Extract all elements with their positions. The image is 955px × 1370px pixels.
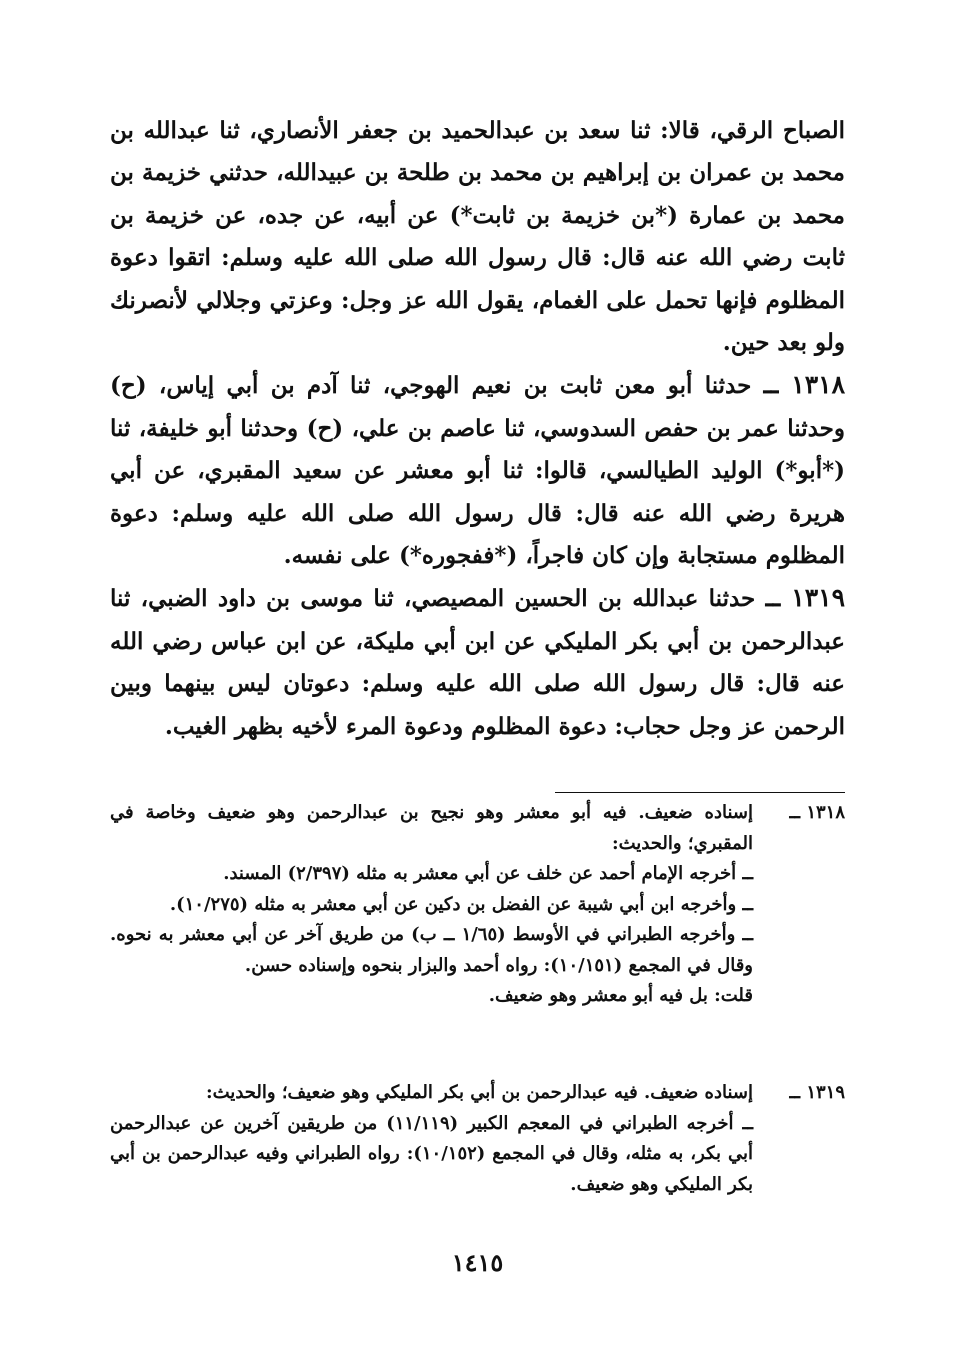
footnote-line: إسناده ضعيف. فيه أبو معشر وهو نجيح بن عبدالرحمن وهو ضعيف وخاصة في المقبري؛ والحديث: — [110, 802, 753, 854]
hadith-1318 — [110, 364, 845, 577]
footnote-1318 — [110, 798, 845, 1012]
page-number: ١٤١٥ — [451, 1248, 504, 1277]
footnote-1319 — [110, 1078, 845, 1200]
footnote-number-1319: ١٣١٩ ــ — [789, 1082, 845, 1103]
hadith-1318-text: حدثنا أبو معن ثابت بن نعيم الهوجي، ثنا آدم بن أبي إياس، (ح) وحدثنا عمر بن حفص السدوسي، ثنا عاصم بن علي، (ح) وحدثنا أبو خليفة، ثنا (*أبو*) الوليد الطيالسي، قالوا: ثنا أبو معشر عن سعيد المقبري، عن أبي هريرة رضي الله عنه قال: قال رسول الله صلى الله عليه وسلم: دعوة المظلوم مستجابة وإن كان فاجراً، (*ففجوره*) على نفسه. — [110, 372, 845, 570]
footnote-1319-body — [110, 1078, 753, 1200]
footnote-separator — [555, 792, 845, 793]
footnote-1318-body — [110, 798, 753, 1012]
hadith-number-1318: ١٣١٨ ــ — [763, 370, 845, 400]
hadith-number-1319: ١٣١٩ ــ — [765, 583, 845, 613]
main-text-block — [110, 110, 845, 748]
hadith-1319 — [110, 577, 845, 748]
hadith-1319-text: حدثنا عبدالله بن الحسين المصيصي، ثنا موسى بن داود الضبي، ثنا عبدالرحمن بن أبي بكر المليكي عن ابن أبي مليكة، عن ابن عباس رضي الله عنه قال: قال رسول الله صلى الله عليه وسلم: دعوتان ليس بينهما وبين الرحمن عز وجل حجاب: دعوة المظلوم ودعوة المرء لأخيه بظهر الغيب. — [110, 585, 845, 740]
paragraph-continuation: الصباح الرقي، قالا: ثنا سعد بن عبدالحميد بن جعفر الأنصاري، ثنا عبدالله بن محمد بن عمران بن إبراهيم بن محمد بن طلحة بن عبيدالله، حدثني خزيمة بن محمد بن عمارة (*بن خزيمة بن ثابت*) عن أبيه، عن جده، عن خزيمة بن ثابت رضي الله عنه قال: قال رسول الله صلى الله عليه وسلم: اتقوا دعوة المظلوم فإنها تحمل على الغمام، يقول الله عز وجل: وعزتي وجلالي لأنصرنك ولو بعد حين. — [110, 117, 845, 357]
footnote-line: إسناده ضعيف. فيه عبدالرحمن بن أبي بكر المليكي وهو ضعيف؛ والحديث: — [205, 1082, 753, 1103]
footnote-line: ــ وأخرجه ابن أبي شيبة عن الفضل بن دكين عن أبي معشر به مثله (١٠/٢٧٥). — [169, 893, 753, 915]
footnote-line: ــ وأخرجه الطبراني في الأوسط (١/٦٥ ــ ب) من طريق آخر عن أبي معشر به نحوه. وقال في المجمع (١٠/١٥١): رواه أحمد والبزار بنحوه وإسناده حسن. — [110, 924, 753, 976]
footnote-line: ــ أخرجه الإمام أحمد عن خلف عن أبي معشر به مثله (٢/٣٩٧) المسند. — [223, 863, 753, 884]
footnote-number-1318: ١٣١٨ ــ — [789, 802, 845, 823]
footnote-line: قلت: بل فيه أبو معشر وهو ضعيف. — [488, 985, 753, 1006]
footnote-line: ــ أخرجه الطبراني في المعجم الكبير (١١/١١٩) من طريقين آخرين عن عبدالرحمن أبي بكر، به مثله، وقال في المجمع (١٠/١٥٢): رواه الطبراني وفيه عبدالرحمن بن أبي بكر المليكي وهو ضعيف. — [110, 1112, 753, 1195]
